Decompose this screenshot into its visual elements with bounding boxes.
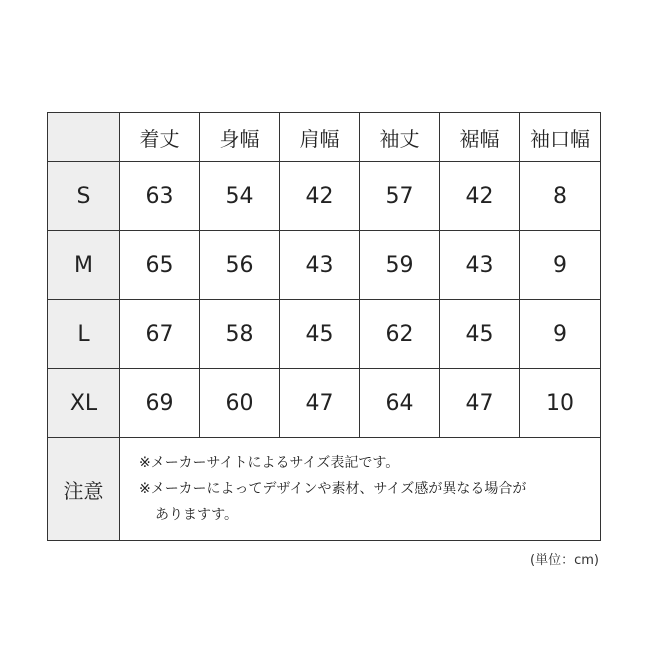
table-cell: 45 <box>440 300 520 369</box>
row-header-size: S <box>48 162 120 231</box>
table-cell: 42 <box>440 162 520 231</box>
table-cell: 9 <box>520 231 601 300</box>
table-cell: 57 <box>360 162 440 231</box>
header-row <box>48 113 601 162</box>
column-header-shoulder: 肩幅 <box>280 113 360 162</box>
table-cell: 67 <box>120 300 200 369</box>
table-cell: 56 <box>200 231 280 300</box>
note-label: 注意 <box>48 438 120 541</box>
note-line-1: ※メーカーサイトによるサイズ表記です。 <box>139 455 400 471</box>
table-cell: 58 <box>200 300 280 369</box>
table-row-s <box>48 162 601 231</box>
row-header-size: M <box>48 231 120 300</box>
corner-cell <box>48 113 120 162</box>
table-cell: 65 <box>120 231 200 300</box>
note-content <box>120 438 601 541</box>
table-cell: 9 <box>520 300 601 369</box>
unit-label: (単位：cm) <box>530 553 599 568</box>
table-cell: 63 <box>120 162 200 231</box>
size-chart-table <box>47 112 601 541</box>
table-cell: 69 <box>120 369 200 438</box>
column-header-length: 着丈 <box>120 113 200 162</box>
column-header-width: 身幅 <box>200 113 280 162</box>
table-cell: 8 <box>520 162 601 231</box>
table-cell: 43 <box>280 231 360 300</box>
note-row <box>48 438 601 541</box>
table-cell: 64 <box>360 369 440 438</box>
table-row-xl <box>48 369 601 438</box>
column-header-sleeve: 袖丈 <box>360 113 440 162</box>
table-cell: 10 <box>520 369 601 438</box>
table-cell: 43 <box>440 231 520 300</box>
row-header-size: L <box>48 300 120 369</box>
table-cell: 42 <box>280 162 360 231</box>
table-cell: 54 <box>200 162 280 231</box>
column-header-hem: 裾幅 <box>440 113 520 162</box>
column-header-cuff: 袖口幅 <box>520 113 601 162</box>
table-row-m <box>48 231 601 300</box>
table-cell: 47 <box>440 369 520 438</box>
table-cell: 60 <box>200 369 280 438</box>
row-header-size: XL <box>48 369 120 438</box>
table-cell: 45 <box>280 300 360 369</box>
table-cell: 47 <box>280 369 360 438</box>
note-line-3: ありますす。 <box>155 507 239 523</box>
table-row-l <box>48 300 601 369</box>
note-line-2: ※メーカーによってデザインや素材、サイズ感が異なる場合が <box>139 481 527 497</box>
table-cell: 62 <box>360 300 440 369</box>
table-cell: 59 <box>360 231 440 300</box>
